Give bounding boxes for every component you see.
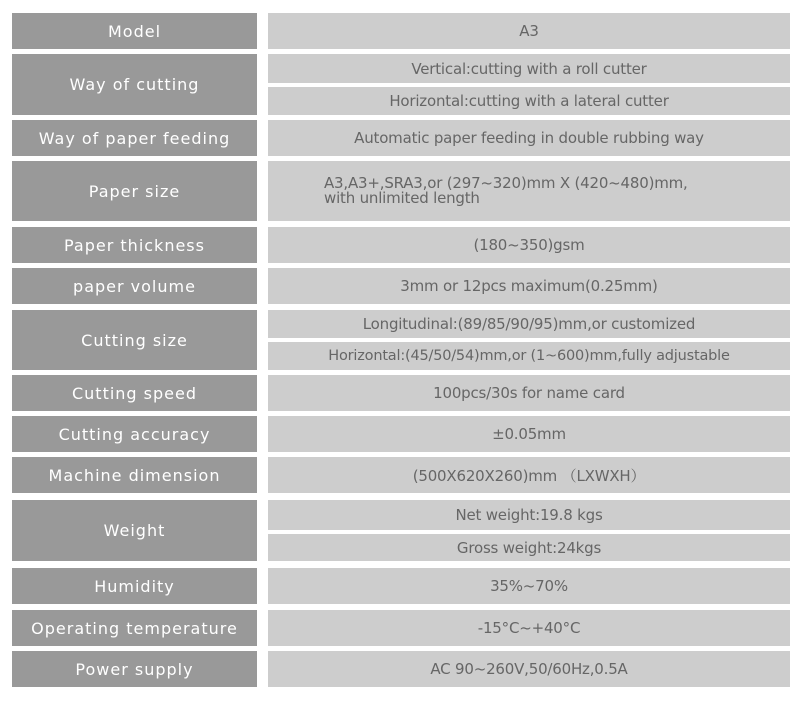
label-machine-dimension: Machine dimension xyxy=(12,457,257,493)
value-cutting-vertical: Vertical:cutting with a roll cutter xyxy=(268,54,790,83)
label-power-supply: Power supply xyxy=(12,651,257,687)
value-cutting-speed: 100pcs/30s for name card xyxy=(268,375,790,411)
label-humidity: Humidity xyxy=(12,568,257,604)
value-cutting-accuracy: ±0.05mm xyxy=(268,416,790,452)
label-cutting-speed: Cutting speed xyxy=(12,375,257,411)
label-paper-size: Paper size xyxy=(12,161,257,221)
value-model: A3 xyxy=(268,13,790,49)
paper-size-line-2: with unlimited length xyxy=(324,189,480,207)
value-paper-feeding: Automatic paper feeding in double rubbing way xyxy=(268,120,790,156)
value-operating-temperature: -15°C~+40°C xyxy=(268,610,790,646)
value-humidity: 35%~70% xyxy=(268,568,790,604)
label-paper-thickness: Paper thickness xyxy=(12,227,257,263)
value-cutting-size-longitudinal: Longitudinal:(89/85/90/95)mm,or customized xyxy=(268,310,790,338)
label-paper-volume: paper volume xyxy=(12,268,257,304)
label-way-of-cutting: Way of cutting xyxy=(12,54,257,115)
value-machine-dimension: (500X620X260)mm （LXWXH） xyxy=(268,457,790,493)
value-power-supply: AC 90~260V,50/60Hz,0.5A xyxy=(268,651,790,687)
label-cutting-size: Cutting size xyxy=(12,310,257,370)
value-paper-size xyxy=(268,161,790,221)
value-paper-thickness: (180~350)gsm xyxy=(268,227,790,263)
label-paper-feeding: Way of paper feeding xyxy=(12,120,257,156)
label-operating-temperature: Operating temperature xyxy=(12,610,257,646)
label-cutting-accuracy: Cutting accuracy xyxy=(12,416,257,452)
value-paper-volume: 3mm or 12pcs maximum(0.25mm) xyxy=(268,268,790,304)
paper-size-line-1: A3,A3+,SRA3,or (297~320)mm X (420~480)mm, xyxy=(324,174,688,192)
value-gross-weight: Gross weight:24kgs xyxy=(268,534,790,561)
value-net-weight: Net weight:19.8 kgs xyxy=(268,500,790,530)
label-weight: Weight xyxy=(12,500,257,561)
label-model: Model xyxy=(12,13,257,49)
value-cutting-horizontal: Horizontal:cutting with a lateral cutter xyxy=(268,87,790,115)
value-cutting-size-horizontal: Horizontal:(45/50/54)mm,or (1~600)mm,fully adjustable xyxy=(268,342,790,370)
